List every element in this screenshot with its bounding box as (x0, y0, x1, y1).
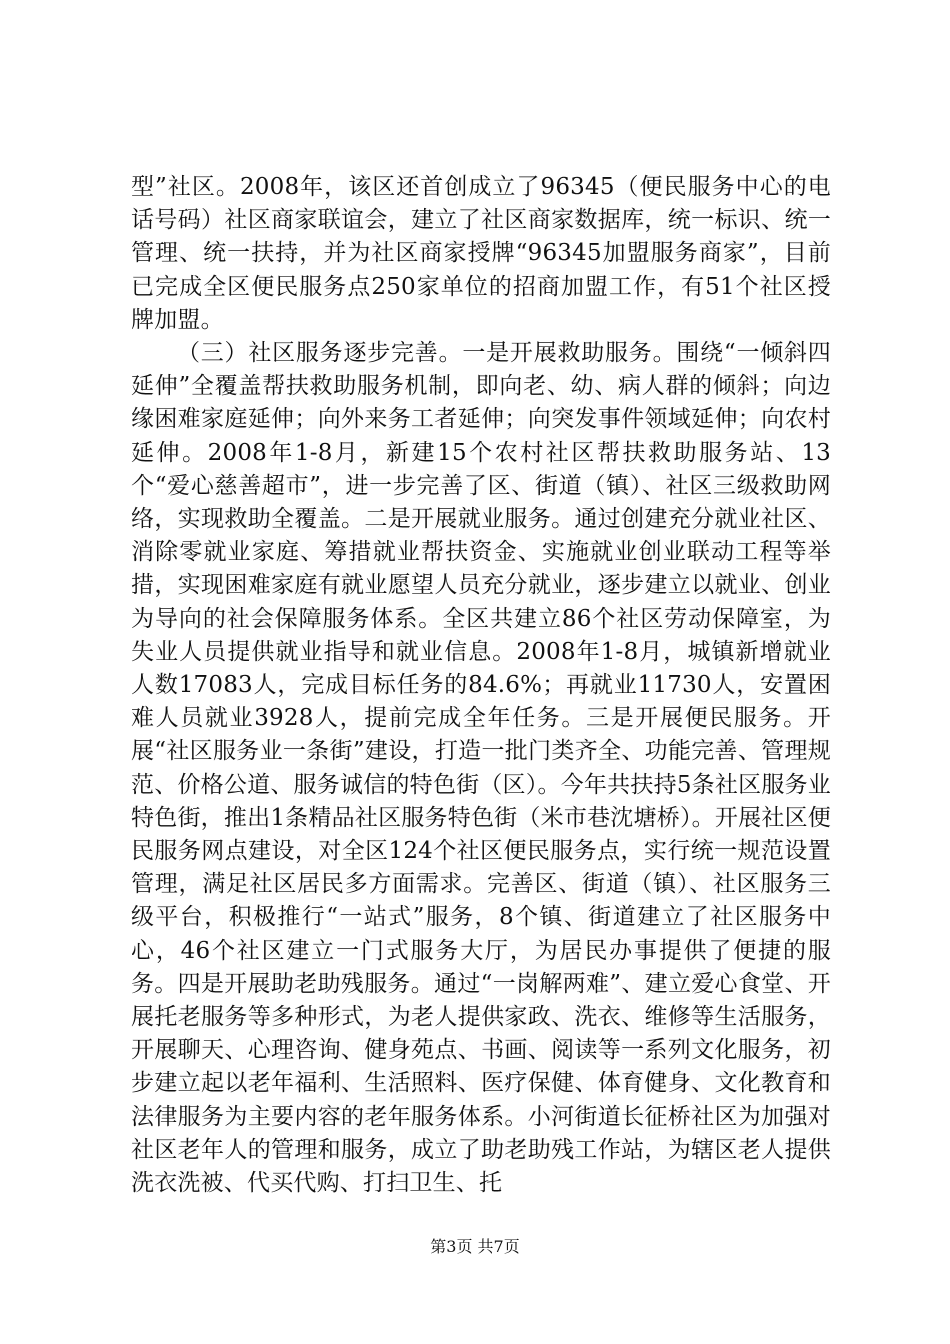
page-footer: 第3页 共7页 (430, 1237, 520, 1256)
paragraph-community-services: （三）社区服务逐步完善。一是开展救助服务。围绕“一倾斜四延伸”全覆盖帮扶救助服务机制，即向老、幼、病人群的倾斜；向边缘困难家庭延伸；向外来务工者延伸；向突发事件领域延伸；向农村延伸。2008年1-8月，新建15个农村社区帮扶救助服务站、13个“爱心慈善超市”，进一步完善了区、街道（镇）、社区三级救助网络，实现救助全覆盖。二是开展就业服务。通过创建充分就业社区、消除零就业家庭、筹措就业帮扶资金、实施就业创业联动工程等举措，实现困难家庭有就业愿望人员充分就业，逐步建立以就业、创业为导向的社会保障服务体系。全区共建立86个社区劳动保障室，为失业人员提供就业指导和就业信息。2008年1-8月，城镇新增就业人数17083人，完成目标任务的84.6%；再就业11730人，安置困难人员就业3928人，提前完成全年任务。三是开展便民服务。开展“社区服务业一条街”建设，打造一批门类齐全、功能完善、管理规范、价格公道、服务诚信的特色街（区）。今年共扶持5条社区服务业特色街，推出1条精品社区服务特色街（米市巷沈塘桥）。开展社区便民服务网点建设，对全区124个社区便民服务点，实行统一规范设置管理，满足社区居民多方面需求。完善区、街道（镇）、社区服务三级平台，积极推行“一站式”服务，8个镇、街道建立了社区服务中心，46个社区建立一门式服务大厅，为居民办事提供了便捷的服务。四是开展助老助残服务。通过“一岗解两难”、建立爱心食堂、开展托老服务等多种形式，为老人提供家政、洗衣、维修等生活服务，开展聊天、心理咨询、健身苑点、书画、阅读等一系列文化服务，初步建立起以老年福利、生活照料、医疗保健、体育健身、文化教育和法律服务为主要内容的老年服务体系。小河街道长征桥社区为加强对社区老年人的管理和服务，成立了助老助残工作站，为辖区老人提供洗衣洗被、代买代购、打扫卫生、托 (131, 340, 831, 1197)
paragraph-continuation: 型”社区。2008年，该区还首创成立了96345（便民服务中心的电话号码）社区商家联谊会，建立了社区商家数据库，统一标识、统一管理、统一扶持，并为社区商家授牌“96345加盟服务商家”，目前已完成全区便民服务点250家单位的招商加盟工作，有51个社区授牌加盟。 (131, 174, 831, 333)
document-body (131, 171, 831, 1200)
